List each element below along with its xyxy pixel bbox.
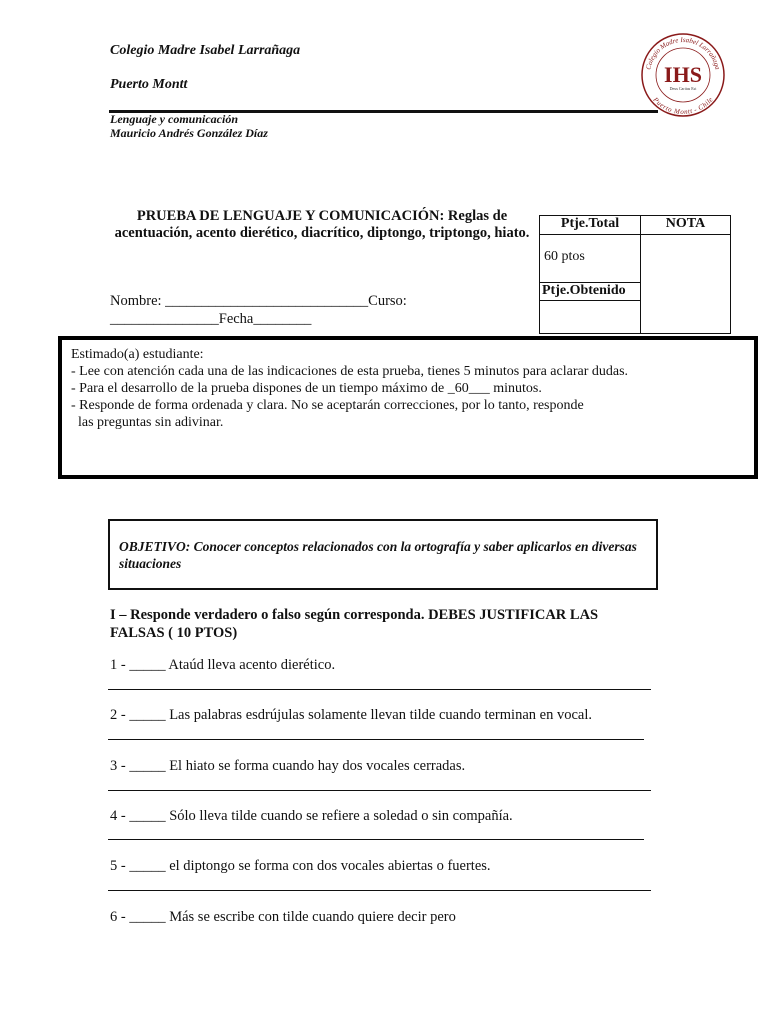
instruction-line: las preguntas sin adivinar. (71, 415, 224, 430)
answer-line[interactable] (108, 790, 651, 791)
grade-header: NOTA (641, 216, 731, 235)
section-heading: I – Responde verdadero o falso según corresponda. DEBES JUSTIFICAR LAS FALSAS ( 10 PTOS) (110, 607, 599, 641)
question-4: 4 - _____ Sólo lleva tilde cuando se refiere a soledad o sin compañía. (110, 808, 513, 824)
question-1: 1 - _____ Ataúd lleva acento dierético. (110, 657, 336, 673)
logo-text-bottom: Puerto Montt - Chile (651, 95, 715, 117)
obtained-score-header: Ptje.Obtenido (540, 283, 641, 301)
grade-cell[interactable] (641, 235, 731, 334)
svg-text:Puerto Montt - Chile (651, 95, 715, 116)
answer-line[interactable] (108, 689, 651, 690)
answer-line[interactable] (108, 739, 644, 740)
exam-title: PRUEBA DE LENGUAJE Y COMUNICACIÓN: Reglas de acentuación, acento dierético, diacrítico, diptongo, triptongo, hiato. (114, 208, 530, 241)
question-3: 3 - _____ El hiato se forma cuando hay dos vocales cerradas. (110, 758, 466, 774)
subject-block (110, 112, 268, 140)
name-course-date-line: Nombre: ____________________________Curso: _______________Fecha________ (110, 293, 407, 327)
instructions-box (58, 336, 758, 479)
school-logo (640, 32, 726, 118)
objective-text: Conocer conceptos relacionados con la ortografía y saber aplicarlos en diversas situaciones (119, 539, 637, 571)
score-table (539, 215, 731, 334)
question-2: 2 - _____ Las palabras esdrújulas solamente llevan tilde cuando terminan en vocal. (110, 707, 592, 723)
total-score-value: 60 ptos (540, 235, 641, 283)
instruction-line: - Para el desarrollo de la prueba dispones de un tiempo máximo de _60___ minutos. (71, 381, 542, 396)
question-5: 5 - _____ el diptongo se forma con dos vocales abiertas o fuertes. (110, 858, 491, 874)
subject-name: Lenguaje y comunicación (110, 112, 238, 126)
instructions-greeting: Estimado(a) estudiante: (71, 347, 204, 362)
instruction-line: - Lee con atención cada una de las indicaciones de esta prueba, tienes 5 minutos para aclarar dudas. (71, 364, 629, 379)
instruction-line: - Responde de forma ordenada y clara. No se aceptarán correcciones, por lo tanto, responde (71, 398, 584, 413)
school-city: Puerto Montt (110, 77, 188, 92)
school-name: Colegio Madre Isabel Larrañaga (110, 43, 301, 58)
total-score-header: Ptje.Total (540, 216, 641, 235)
objective-label: OBJETIVO: (119, 539, 191, 554)
logo-monogram: IHS (664, 62, 702, 87)
question-6: 6 - _____ Más se escribe con tilde cuando quiere decir pero (110, 909, 456, 925)
answer-line[interactable] (108, 839, 644, 840)
objective-box (108, 519, 658, 590)
answer-line[interactable] (108, 890, 651, 891)
logo-text-top: Colegio Madre Isabel Larrañaga (644, 35, 722, 71)
obtained-score-cell[interactable] (540, 301, 641, 334)
teacher-name: Mauricio Andrés González Díaz (110, 126, 268, 140)
logo-tagline: Deus Caritas Est (669, 86, 697, 91)
